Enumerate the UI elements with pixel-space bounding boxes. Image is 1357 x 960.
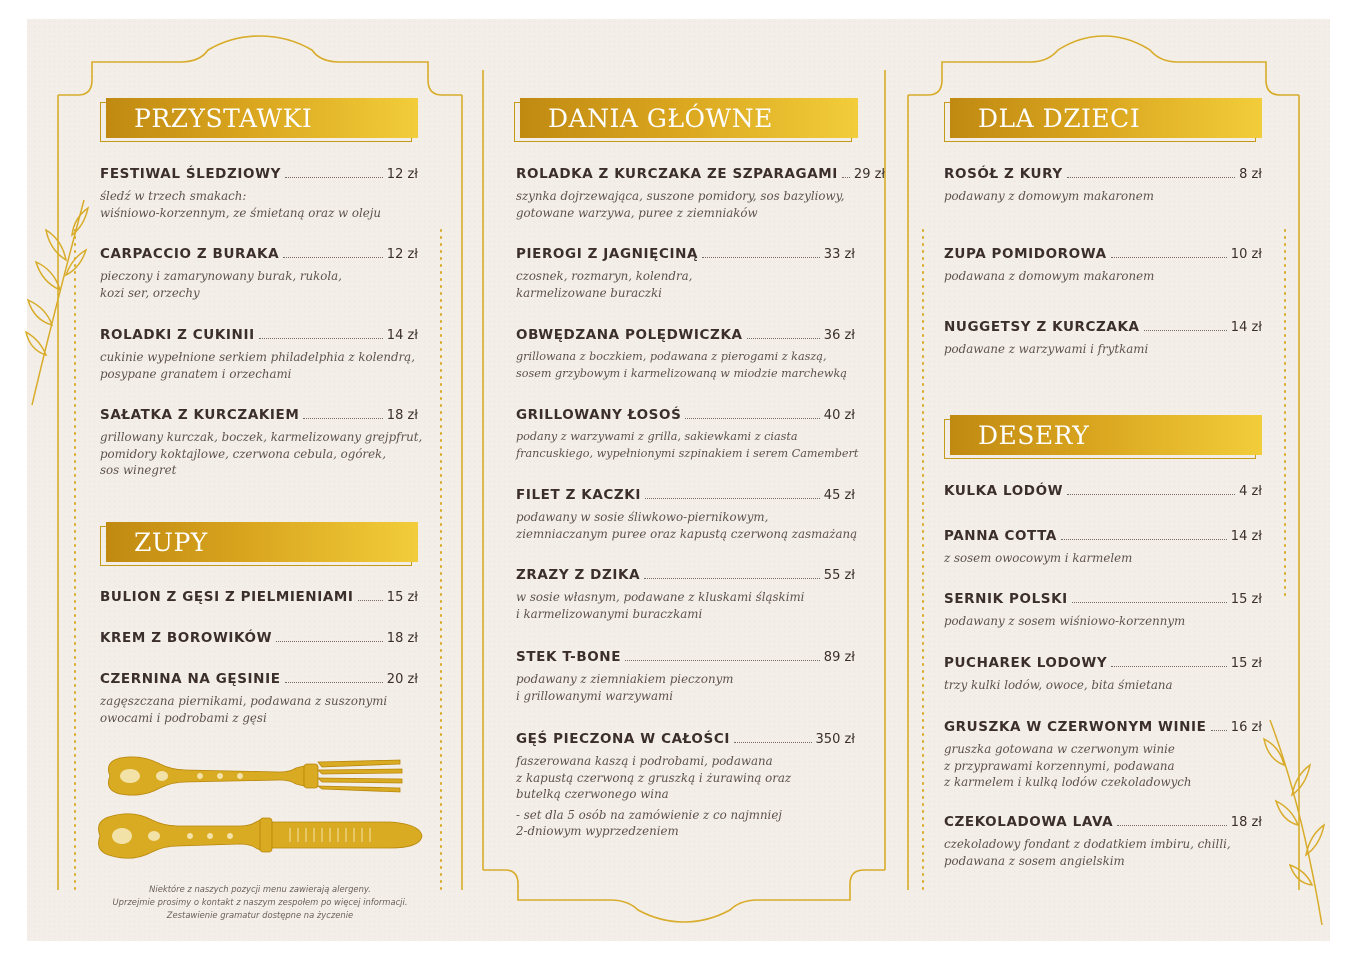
item-description: z sosem owocowym i karmelem xyxy=(944,551,1133,565)
item-description: śledź w trzech smakach: wiśniowo-korzennym, ze śmietaną oraz w oleju xyxy=(100,189,382,220)
item-description: podawany z ziemniakiem pieczonym i grillowanymi warzywami xyxy=(516,672,734,703)
item-price: 40 zł xyxy=(823,408,855,423)
section-title: PRZYSTAWKI xyxy=(134,104,313,133)
item-description: szynka dojrzewająca, suszone pomidory, sos bazyliowy, gotowane warzywa, puree z ziemniaków xyxy=(516,189,845,220)
fork-icon xyxy=(108,757,402,795)
menu-item xyxy=(100,589,418,605)
menu-item xyxy=(100,407,423,479)
menu-item xyxy=(516,246,855,301)
menu-item xyxy=(516,649,855,704)
item-name: NUGGETSY Z KURCZAKA xyxy=(944,319,1140,335)
section-title: DANIA GŁÓWNE xyxy=(548,104,773,133)
wheat-branch-icon xyxy=(1262,715,1332,930)
item-price: 12 zł xyxy=(386,247,418,262)
item-price: 36 zł xyxy=(823,328,855,343)
menu-item xyxy=(944,246,1262,285)
menu-item xyxy=(516,327,855,382)
allergen-note: Niektóre z naszych pozycji menu zawierają alergeny. Uprzejmie prosimy o kontakt z naszym zespołem po więcej informacji. Zestawienie gramatur dostępne na życzenie xyxy=(112,884,408,920)
section-title: DESERY xyxy=(978,421,1090,450)
item-name: ROSÓŁ Z KURY xyxy=(944,166,1063,182)
item-price: 15 zł xyxy=(386,590,418,605)
item-price: 18 zł xyxy=(386,631,418,646)
item-description: cukinie wypełnione serkiem philadelphia z kolendrą, posypane granatem i orzechami xyxy=(100,350,415,381)
menu-item xyxy=(516,731,855,840)
menu-item xyxy=(516,166,886,221)
item-description: podawany w sosie śliwkowo-piernikowym, ziemniaczanym puree oraz kapustą czerwoną zasmażaną xyxy=(516,510,858,541)
item-price: 45 zł xyxy=(823,488,855,503)
item-description: grillowany kurczak, boczek, karmelizowany grejpfrut, pomidory koktajlowe, czerwona cebula, ogórek, sos winegret xyxy=(100,430,423,477)
item-name: ZUPA POMIDOROWA xyxy=(944,246,1107,262)
item-price: 10 zł xyxy=(1230,247,1262,262)
menu-item xyxy=(100,671,418,726)
item-name: STEK T-BONE xyxy=(516,649,622,665)
knife-icon xyxy=(99,814,423,859)
wheat-branch-icon xyxy=(22,190,92,410)
item-description: w sosie własnym, podawane z kluskami śląskimi i karmelizowanymi buraczkami xyxy=(516,590,805,621)
item-name: CZEKOLADOWA LAVA xyxy=(944,814,1114,830)
item-name: KULKA LODÓW xyxy=(944,483,1064,499)
menu-item xyxy=(516,487,858,542)
item-name: CARPACCIO Z BURAKA xyxy=(100,246,280,262)
item-name: ROLADKA Z KURCZAKA ZE SZPARAGAMI xyxy=(516,166,838,182)
item-price: 18 zł xyxy=(386,408,418,423)
item-description: pieczony i zamarynowany burak, rukola, kozi ser, orzechy xyxy=(100,269,342,300)
item-price: 15 zł xyxy=(1230,592,1262,607)
item-description: podawana z domowym makaronem xyxy=(944,269,1155,283)
item-name: GRILLOWANY ŁOSOŚ xyxy=(516,407,682,423)
menu-item xyxy=(516,407,859,462)
section-banner-dla-dzieci xyxy=(950,98,1262,138)
menu-item xyxy=(944,166,1262,205)
item-price: 4 zł xyxy=(1239,484,1262,499)
item-description: podawany z domowym makaronem xyxy=(944,189,1154,203)
section-banner-zupy xyxy=(106,522,418,562)
item-name: FESTIWAL ŚLEDZIOWY xyxy=(100,166,281,182)
item-name: PANNA COTTA xyxy=(944,528,1057,544)
item-price: 33 zł xyxy=(823,247,855,262)
item-price: 18 zł xyxy=(1230,815,1262,830)
menu-item xyxy=(944,319,1262,358)
menu-item xyxy=(100,630,418,646)
section-banner-przystawki xyxy=(106,98,418,138)
item-name: GRUSZKA W CZERWONYM WINIE xyxy=(944,719,1207,735)
item-name: PIEROGI Z JAGNIĘCINĄ xyxy=(516,246,699,262)
item-description: podawane z warzywami i frytkami xyxy=(944,342,1149,356)
item-note: - set dla 5 osób na zamówienie z co najmniej 2-dniowym wyprzedzeniem xyxy=(516,807,782,838)
item-price: 29 zł xyxy=(853,167,886,182)
item-name: FILET Z KACZKI xyxy=(516,487,641,503)
item-name: ZRAZY Z DZIKA xyxy=(516,567,641,583)
item-description: trzy kulki lodów, owoce, bita śmietana xyxy=(944,678,1173,692)
item-description: grillowana z boczkiem, podawana z pierogami z kaszą, sosem grzybowym i karmelizowaną w miodzie marchewką xyxy=(516,350,847,380)
section-title: DLA DZIECI xyxy=(978,104,1141,133)
menu-item xyxy=(100,246,418,301)
section-banner-desery xyxy=(950,415,1262,455)
item-name: OBWĘDZANA POLĘDWICZKA xyxy=(516,327,743,343)
section-title: ZUPY xyxy=(134,528,208,557)
menu-item xyxy=(944,655,1262,694)
menu-item xyxy=(100,327,418,382)
item-description: zagęszczana piernikami, podawana z suszonymi owocami i podrobami z gęsi xyxy=(100,694,388,725)
item-price: 350 zł xyxy=(815,732,855,747)
menu-item xyxy=(944,814,1262,869)
menu-item xyxy=(100,166,418,221)
item-name: BULION Z GĘSI Z PIELMIENIAMI xyxy=(100,589,354,605)
item-price: 8 zł xyxy=(1239,167,1262,182)
item-price: 14 zł xyxy=(1230,529,1262,544)
item-price: 16 zł xyxy=(1230,720,1262,735)
item-description: podawany z sosem wiśniowo-korzennym xyxy=(944,614,1186,628)
menu-item xyxy=(944,528,1262,567)
item-name: SERNIK POLSKI xyxy=(944,591,1068,607)
item-description: czosnek, rozmaryn, kolendra, karmelizowane buraczki xyxy=(516,269,693,300)
item-description: faszerowana kaszą i podrobami, podawana z kapustą czerwoną z gruszką i żurawiną oraz butelką czerwonego wina xyxy=(516,754,792,801)
item-price: 14 zł xyxy=(386,328,418,343)
menu-item xyxy=(944,591,1262,630)
item-name: PUCHAREK LODOWY xyxy=(944,655,1108,671)
item-description: podany z warzywami z grilla, sakiewkami z ciasta francuskiego, wypełnionymi szpinakiem i serem Camembert xyxy=(516,430,859,460)
item-description: gruszka gotowana w czerwonym winie z przyprawami korzennymi, podawana z karmelem i kulką lodów czekoladowych xyxy=(944,742,1192,789)
item-price: 20 zł xyxy=(386,672,418,687)
item-price: 89 zł xyxy=(823,650,855,665)
item-price: 12 zł xyxy=(386,167,418,182)
menu-item xyxy=(944,719,1262,791)
item-description: czekoladowy fondant z dodatkiem imbiru, chilli, podawana z sosem angielskim xyxy=(944,837,1231,868)
item-name: ROLADKI Z CUKINII xyxy=(100,327,255,343)
cutlery-illustration xyxy=(90,748,430,868)
menu-item xyxy=(944,483,1262,499)
item-name: GĘŚ PIECZONA W CAŁOŚCI xyxy=(516,731,730,747)
item-price: 15 zł xyxy=(1230,656,1262,671)
menu-item xyxy=(516,567,855,622)
item-price: 55 zł xyxy=(823,568,855,583)
item-name: CZERNINA NA GĘSINIE xyxy=(100,671,281,687)
item-name: KREM Z BOROWIKÓW xyxy=(100,630,273,646)
item-name: SAŁATKA Z KURCZAKIEM xyxy=(100,407,300,423)
item-price: 14 zł xyxy=(1230,320,1262,335)
section-banner-dania-glowne xyxy=(520,98,858,138)
